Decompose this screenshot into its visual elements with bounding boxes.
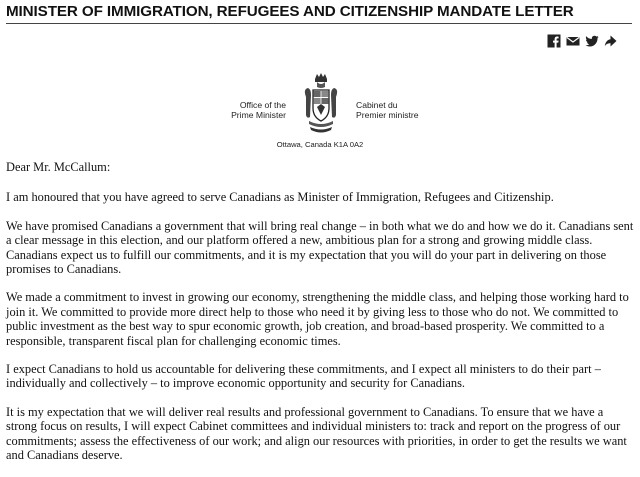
title-divider bbox=[6, 23, 632, 24]
share-bar bbox=[547, 34, 618, 48]
office-en-line1: Office of the bbox=[239, 100, 286, 110]
office-french bbox=[356, 100, 436, 120]
office-address: Ottawa, Canada K1A 0A2 bbox=[276, 140, 364, 149]
page-title: MINISTER OF IMMIGRATION, REFUGEES AND CITIZENSHIP MANDATE LETTER bbox=[6, 3, 574, 20]
office-english bbox=[226, 100, 286, 120]
letter-body bbox=[6, 160, 634, 477]
paragraph: I expect Canadians to hold us accountable for delivering these commitments, and I expect all ministers to do their part – individually and collectively – to improve economic opportunity and security for Canadians. bbox=[6, 362, 601, 391]
email-icon[interactable] bbox=[566, 34, 580, 48]
office-en-line2: Prime Minister bbox=[231, 110, 286, 120]
share-icon[interactable] bbox=[604, 34, 618, 48]
twitter-icon[interactable] bbox=[585, 34, 599, 48]
paragraph: It is my expectation that we will deliver real results and professional government to Canadians. To ensure that we have a strong focus on results, I will expect Cabinet committees and individual ministers to: track and report on the progress of our commitments; assess the effectiveness of our work; and align our resources with priorities, in order to get the results we want and Canadians deserve. bbox=[6, 404, 627, 463]
paragraph: I am honoured that you have agreed to serve Canadians as Minister of Immigration, Refugees and Citizenship. bbox=[6, 190, 554, 205]
office-fr-line1: Cabinet du bbox=[356, 100, 398, 110]
salutation: Dear Mr. McCallum: bbox=[6, 160, 111, 174]
paragraph: We made a commitment to invest in growing our economy, strengthening the middle class, and helping those working hard to join it. We committed to provide more direct help to those who need it by giving less to those who do not. We committed to public investment as the best way to spur economic growth, job creation, and broad-based prosperity. We committed to a responsible, transparent fiscal plan for challenging economic times. bbox=[6, 290, 629, 348]
paragraph: We have promised Canadians a government that will bring real change – in both what we do and how we do it. Canadians sent a clear message in this election, and our platform offered a new, ambitious plan for a strong and growing middle class. Canadians expect us to fulfill our commitments, and it is my expectation that you will do your part in delivering on those promises to Canadians. bbox=[6, 218, 634, 277]
coat-of-arms-icon bbox=[302, 71, 340, 137]
office-fr-line2: Premier ministre bbox=[356, 110, 419, 120]
facebook-icon[interactable] bbox=[547, 34, 561, 48]
